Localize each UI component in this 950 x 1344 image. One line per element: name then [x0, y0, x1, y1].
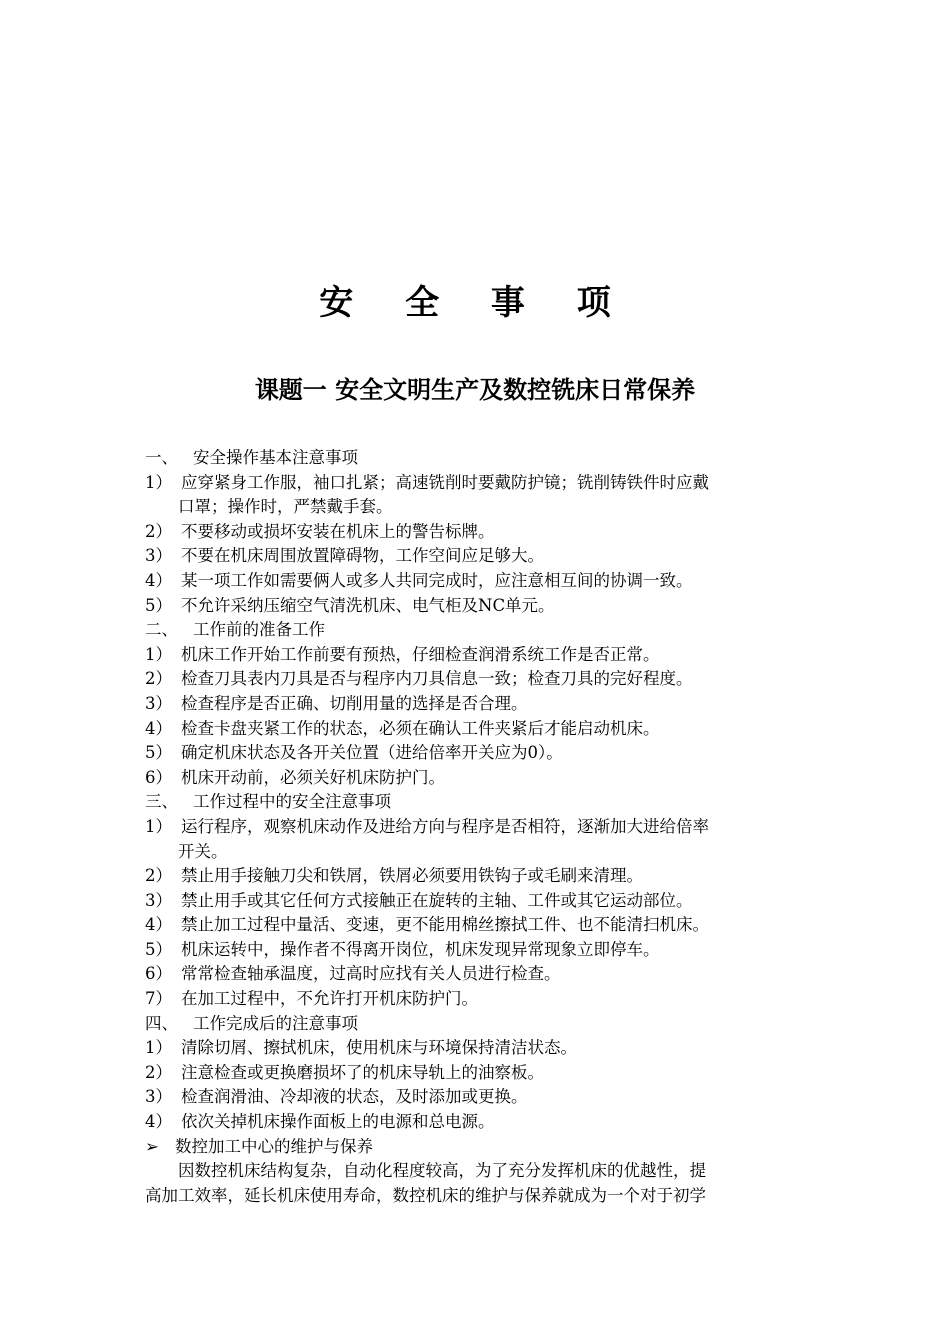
line-text: 口罩；操作时，严禁戴手套。: [178, 497, 393, 517]
list-item-continuation: [145, 840, 805, 865]
paragraph-line: [145, 1184, 805, 1209]
item-number: 2）: [145, 521, 172, 541]
item-number: 3）: [145, 890, 172, 910]
line-text: 检查程序是否正确、切削用量的选择是否合理。: [181, 693, 528, 713]
item-number: 4）: [145, 718, 172, 738]
section-number: 一、: [145, 448, 178, 467]
item-number: 3）: [145, 546, 172, 566]
line-text: 禁止用手接触刀尖和铁屑，铁屑必须要用铁钩子或毛刷来清理。: [181, 866, 643, 886]
section-heading: [145, 446, 805, 471]
list-item: [145, 594, 805, 619]
section-heading: [145, 618, 805, 643]
list-item: [145, 766, 805, 791]
list-item: [145, 1061, 805, 1086]
item-number: 1）: [145, 816, 172, 836]
line-text: 运行程序，观察机床动作及进给方向与程序是否相符，逐渐加大进给倍率: [181, 816, 709, 836]
section-number: 三、: [145, 792, 178, 812]
list-item: [145, 1110, 805, 1135]
line-text: 因数控机床结构复杂，自动化程度较高，为了充分发挥机床的优越性，提: [178, 1161, 706, 1181]
line-text: 确定机床状态及各开关位置（进给倍率开关应为0）。: [181, 743, 563, 763]
line-text: 禁止加工过程中量活、变速，更不能用棉丝擦拭工件、也不能清扫机床。: [181, 915, 709, 935]
line-text: 依次关掉机床操作面板上的电源和总电源。: [181, 1112, 495, 1132]
list-item: [145, 938, 805, 963]
arrow-bullet-icon: ➢: [145, 1136, 159, 1156]
list-item: [145, 962, 805, 987]
item-number: 4）: [145, 570, 172, 590]
item-number: 1）: [145, 472, 172, 492]
line-text: 工作过程中的安全注意事项: [193, 792, 391, 812]
list-item: [145, 913, 805, 938]
bullet-heading: [145, 1135, 805, 1160]
item-number: 5）: [145, 939, 172, 959]
list-item: [145, 569, 805, 594]
list-item: [145, 471, 805, 496]
line-text: 在加工过程中，不允许打开机床防护门。: [181, 989, 478, 1009]
item-number: 3）: [145, 693, 172, 713]
list-item: [145, 815, 805, 840]
line-text: 禁止用手或其它任何方式接触正在旋转的主轴、工件或其它运动部位。: [181, 890, 693, 910]
line-text: 工作前的准备工作: [193, 620, 325, 640]
section-heading: [145, 1012, 805, 1037]
line-text: 工作完成后的注意事项: [193, 1013, 358, 1033]
list-item: [145, 544, 805, 569]
line-text: 检查刀具表内刀具是否与程序内刀具信息一致；检查刀具的完好程度。: [181, 669, 693, 689]
item-number: 6）: [145, 964, 172, 984]
item-number: 1）: [145, 1038, 172, 1058]
line-text: 常常检查轴承温度，过高时应找有关人员进行检查。: [181, 964, 561, 984]
section-heading: [145, 790, 805, 815]
item-number: 2）: [145, 1062, 172, 1082]
line-text: 应穿紧身工作服，袖口扎紧；高速铣削时要戴防护镜；铣削铸铁件时应戴: [181, 472, 709, 492]
item-number: 2）: [145, 866, 172, 886]
line-text: 清除切屑、擦拭机床，使用机床与环境保持清洁状态。: [181, 1038, 577, 1058]
item-number: 5）: [145, 743, 172, 763]
list-item: [145, 889, 805, 914]
line-text: 安全操作基本注意事项: [193, 448, 358, 467]
list-item: [145, 520, 805, 545]
line-text: 机床工作开始工作前要有预热，仔细检查润滑系统工作是否正常。: [181, 644, 660, 664]
list-item-continuation: [145, 495, 805, 520]
item-number: 4）: [145, 1112, 172, 1132]
list-item: [145, 643, 805, 668]
line-text: 开关。: [178, 841, 228, 861]
item-number: 7）: [145, 989, 172, 1009]
line-text: 不允许采纳压缩空气清洗机床、电气柜及NC单元。: [181, 595, 555, 615]
line-text: 机床开动前，必须关好机床防护门。: [181, 767, 445, 787]
section-number: 二、: [145, 620, 178, 640]
item-number: 6）: [145, 767, 172, 787]
section-number: 四、: [145, 1013, 178, 1033]
list-item: [145, 1036, 805, 1061]
list-item: [145, 987, 805, 1012]
line-text: 检查润滑油、冷却液的状态，及时添加或更换。: [181, 1087, 528, 1107]
item-number: 4）: [145, 915, 172, 935]
line-text: 不要在机床周围放置障碍物，工作空间应足够大。: [181, 546, 544, 566]
list-item: [145, 741, 805, 766]
list-item: [145, 717, 805, 742]
line-text: 不要移动或损坏安装在机床上的警告标牌。: [181, 521, 495, 541]
line-text: 机床运转中，操作者不得离开岗位，机床发现异常现象立即停车。: [181, 939, 660, 959]
list-item: [145, 692, 805, 717]
document-subtitle: 课题一 安全文明生产及数控铣床日常保养: [254, 376, 696, 404]
list-item: [145, 864, 805, 889]
item-number: 3）: [145, 1087, 172, 1107]
line-text: 检查卡盘夹紧工作的状态，必须在确认工件夹紧后才能启动机床。: [181, 718, 660, 738]
paragraph-line: [145, 1159, 805, 1184]
list-item: [145, 667, 805, 692]
line-text: 某一项工作如需要俩人或多人共同完成时，应注意相互间的协调一致。: [181, 570, 693, 590]
line-text: 注意检查或更换磨损坏了的机床导轨上的油察板。: [181, 1062, 544, 1082]
document-title: 安 全 事 项: [319, 283, 631, 323]
list-item: [145, 1085, 805, 1110]
line-text: 数控加工中心的维护与保养: [175, 1136, 373, 1156]
line-text: 高加工效率，延长机床使用寿命，数控机床的维护与保养就成为一个对于初学: [145, 1185, 706, 1205]
item-number: 5）: [145, 595, 172, 615]
document-body: [145, 446, 805, 1208]
item-number: 1）: [145, 644, 172, 664]
item-number: 2）: [145, 669, 172, 689]
